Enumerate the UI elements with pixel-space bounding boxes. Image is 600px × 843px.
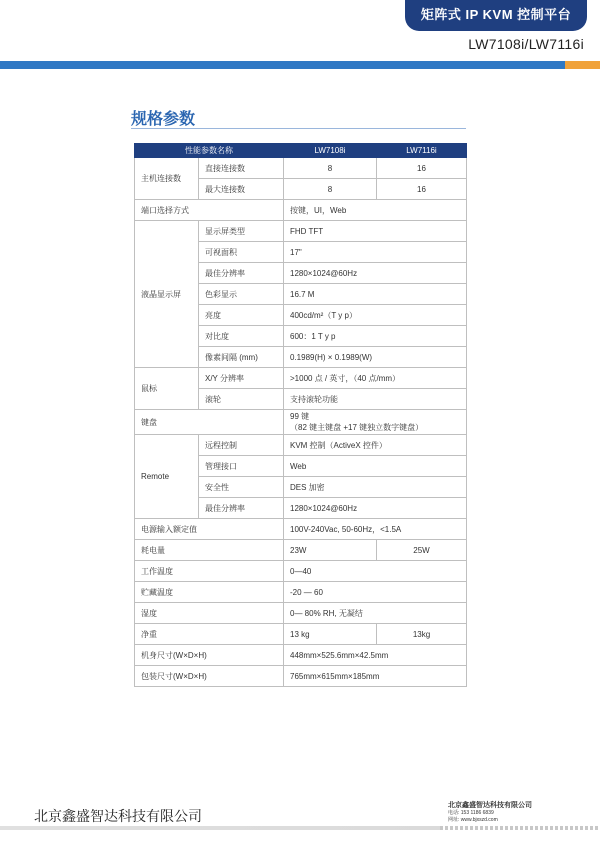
- cell-value: 0—40: [284, 561, 467, 582]
- header-param: 性能参数名称: [135, 144, 284, 158]
- cell-value: 25W: [377, 540, 467, 561]
- model-numbers: LW7108i/LW7116i: [468, 36, 584, 52]
- spec-table: [134, 143, 467, 687]
- cell-value: 0.1989(H) × 0.1989(W): [284, 347, 467, 368]
- cell-value: 400cd/m²（T y p）: [284, 305, 467, 326]
- footer-company-name: 北京鑫盛智达科技有限公司: [34, 808, 202, 824]
- group-remote: Remote: [135, 435, 199, 519]
- row-label: 机身尺寸(W×D×H): [135, 645, 284, 666]
- product-title-tab: [405, 0, 587, 31]
- row-label: 安全性: [199, 477, 284, 498]
- header-model-1: LW7108i: [284, 144, 377, 158]
- row-label: X/Y 分辨率: [199, 368, 284, 389]
- table-row: [135, 540, 467, 561]
- row-label: 色彩显示: [199, 284, 284, 305]
- cell-value: 16.7 M: [284, 284, 467, 305]
- table-row: [135, 158, 467, 179]
- row-label: 亮度: [199, 305, 284, 326]
- cell-value: 448mm×525.6mm×42.5mm: [284, 645, 467, 666]
- cell-value: 16: [377, 179, 467, 200]
- table-header-row: [135, 144, 467, 158]
- table-row: [135, 200, 467, 221]
- footer-contact-block: [448, 800, 532, 824]
- group-lcd: 液晶显示屏: [135, 221, 199, 368]
- cell-value: Web: [284, 456, 467, 477]
- table-row: [135, 519, 467, 540]
- table-row: [135, 368, 467, 389]
- row-label: 最大连接数: [199, 179, 284, 200]
- footer-phone: 电话: 153 1186 6839: [448, 810, 494, 816]
- footer-web: 网址: www.bjxszd.com: [448, 817, 498, 823]
- row-label: 键盘: [135, 410, 284, 435]
- header-bar-orange: [565, 61, 600, 69]
- keyboard-line-2: （82 键主键盘 +17 键独立数字键盘）: [290, 423, 424, 432]
- product-title: 矩阵式 IP KVM 控制平台: [420, 7, 572, 22]
- cell-value: 0— 80% RH, 无凝结: [284, 603, 467, 624]
- row-label: 管理接口: [199, 456, 284, 477]
- header-model-2: LW7116i: [377, 144, 467, 158]
- header-color-bar: [0, 61, 600, 69]
- row-label: 滚轮: [199, 389, 284, 410]
- cell-value: 8: [284, 158, 377, 179]
- footer-bar-pattern: [440, 826, 600, 830]
- row-label: 显示屏类型: [199, 221, 284, 242]
- row-label: 耗电量: [135, 540, 284, 561]
- row-label: 直接连接数: [199, 158, 284, 179]
- cell-value: -20 — 60: [284, 582, 467, 603]
- cell-value: 16: [377, 158, 467, 179]
- row-label: 可视面积: [199, 242, 284, 263]
- cell-value: 1280×1024@60Hz: [284, 498, 467, 519]
- table-row: [135, 561, 467, 582]
- cell-value: 17": [284, 242, 467, 263]
- cell-value: 765mm×615mm×185mm: [284, 666, 467, 687]
- row-label: 最佳分辨率: [199, 263, 284, 284]
- row-label: 最佳分辨率: [199, 498, 284, 519]
- cell-value: [284, 410, 467, 435]
- cell-value: 支持滚轮功能: [284, 389, 467, 410]
- row-label: 远程控制: [199, 435, 284, 456]
- section-divider: [131, 128, 466, 129]
- table-row: [135, 221, 467, 242]
- cell-value: 13 kg: [284, 624, 377, 645]
- table-row: [135, 666, 467, 687]
- cell-value: 23W: [284, 540, 377, 561]
- row-label: 工作温度: [135, 561, 284, 582]
- cell-value: 600：1 T y p: [284, 326, 467, 347]
- cell-value: 按键，UI，Web: [284, 200, 467, 221]
- footer-right-company: 北京鑫盛智达科技有限公司: [448, 802, 532, 809]
- row-label: 端口选择方式: [135, 200, 284, 221]
- table-row: [135, 410, 467, 435]
- table-row: [135, 603, 467, 624]
- cell-value: 100V-240Vac, 50-60Hz，<1.5A: [284, 519, 467, 540]
- row-label: 电源输入额定值: [135, 519, 284, 540]
- row-label: 净重: [135, 624, 284, 645]
- table-row: [135, 582, 467, 603]
- group-host: 主机连接数: [135, 158, 199, 200]
- row-label: 像素间隔 (mm): [199, 347, 284, 368]
- row-label: 包装尺寸(W×D×H): [135, 666, 284, 687]
- table-row: [135, 624, 467, 645]
- group-mouse: 鼠标: [135, 368, 199, 410]
- header-bar-blue: [0, 61, 565, 69]
- row-label: 贮藏温度: [135, 582, 284, 603]
- row-label: 湿度: [135, 603, 284, 624]
- section-title: 规格参数: [131, 111, 196, 128]
- cell-value: >1000 点 / 英寸，（40 点/mm）: [284, 368, 467, 389]
- table-row: [135, 645, 467, 666]
- cell-value: 13kg: [377, 624, 467, 645]
- cell-value: 8: [284, 179, 377, 200]
- table-row: [135, 435, 467, 456]
- row-label: 对比度: [199, 326, 284, 347]
- keyboard-line-1: 99 键: [290, 412, 310, 421]
- cell-value: KVM 控制（ActiveX 控件）: [284, 435, 467, 456]
- cell-value: DES 加密: [284, 477, 467, 498]
- cell-value: FHD TFT: [284, 221, 467, 242]
- cell-value: 1280×1024@60Hz: [284, 263, 467, 284]
